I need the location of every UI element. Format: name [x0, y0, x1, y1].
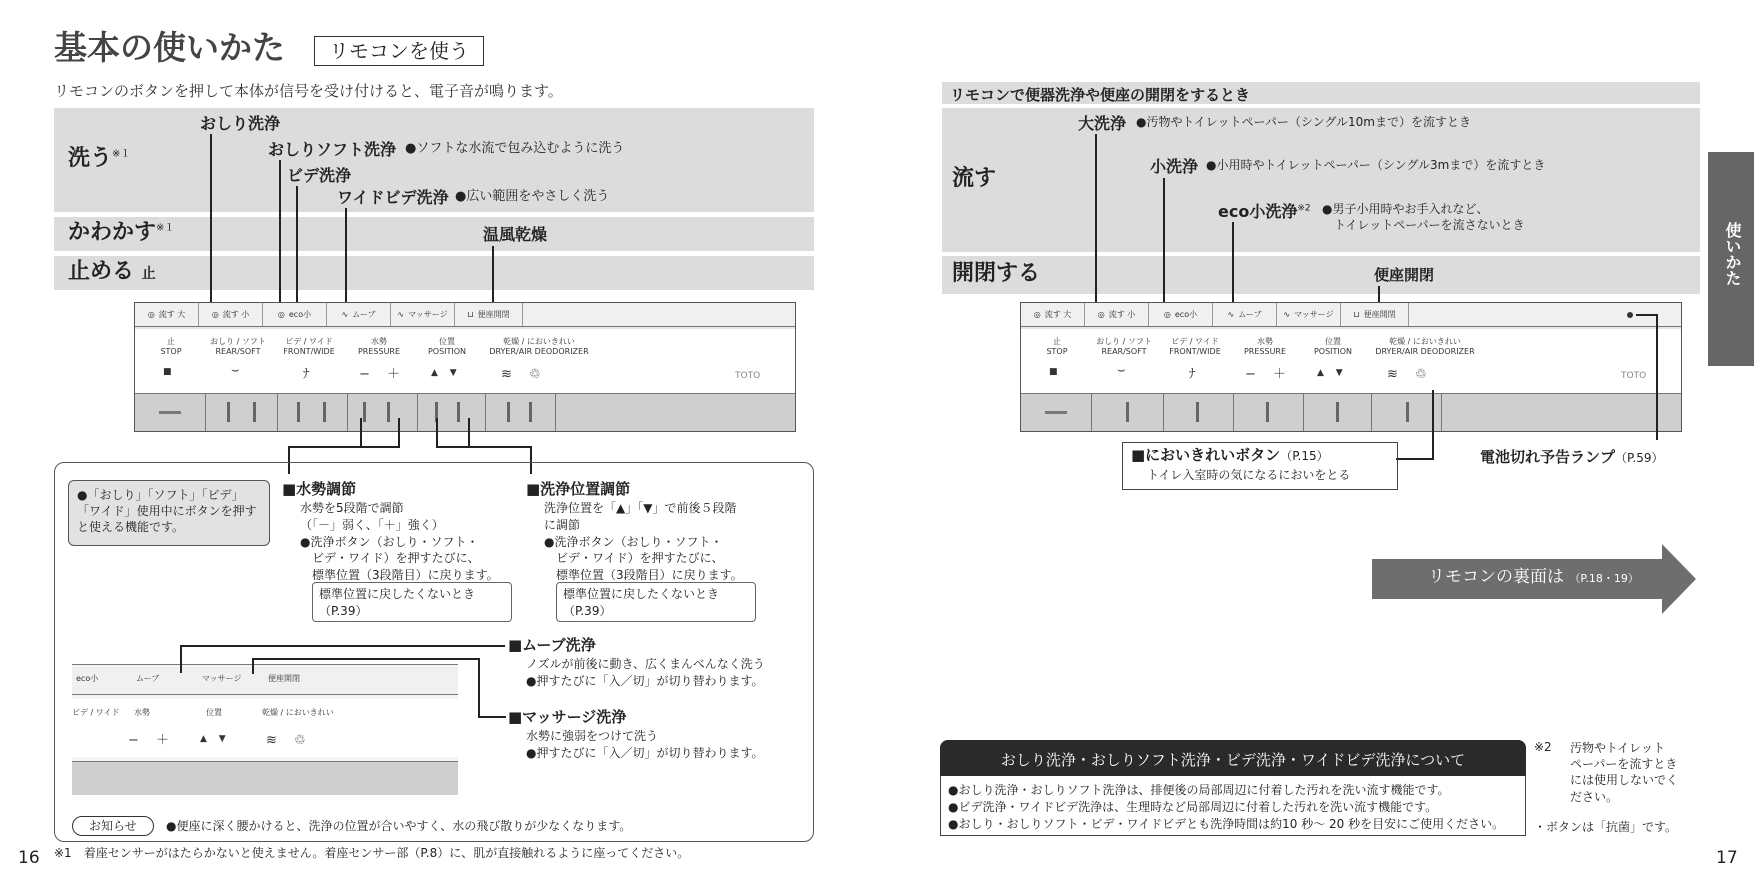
light-flush-icon: ◎: [211, 310, 219, 319]
callout-oshiri: おしり洗浄: [200, 114, 281, 133]
remote-excerpt: [72, 664, 458, 794]
flush-label: 流す: [952, 166, 997, 191]
seat-open-icon: ⊔: [467, 310, 474, 319]
footnote-left: ※1 着座センサーがはたらかないと使えません。着座センサー部（P.8）に、肌が直接触れるように座ってください。: [54, 846, 690, 860]
r-label-rear-soft: おしり / ソフト REAR/SOFT: [1096, 337, 1152, 356]
r-front-button[interactable]: [1196, 402, 1199, 422]
pressure-icon: − ＋: [359, 367, 401, 382]
page-number-left: 16: [18, 848, 40, 868]
page-number-right: 17: [1716, 848, 1738, 868]
stop-label: 止める 止: [68, 259, 156, 284]
small-flush: 小洗浄: [1150, 157, 1199, 176]
excerpt-seat: 便座開閉: [268, 674, 300, 683]
about-lines: ●おしり洗浄・おしりソフト洗浄は、排便後の局部周辺に付着した汚れを洗い流す機能です。 ●ビデ洗浄・ワイドビデ洗浄は、生理時など局部周辺に付着した汚れを洗い流す機能です。 ●おしり・おしりソフト・ビデ・ワイドビデとも洗浄時間は約10 秒～ 20 秒を目安にご使用ください。: [948, 783, 1505, 831]
deodorize-box: ■においきれいボタン（P.15） トイレ入室時の気になるにおいをとる: [1122, 442, 1398, 490]
position-desc: 洗浄位置を「▲」「▼」で前後５段階 に調節 ●洗浄ボタン（おしり・ソフト・ ビデ・ワイド）を押すたびに、 標準位置（3段階目）に戻ります。: [544, 501, 743, 583]
pressure-plus-button[interactable]: [387, 402, 390, 422]
remote-buttons: [135, 393, 795, 431]
page-title: 基本の使いかた: [54, 28, 285, 67]
r-brand-logo: TOTO: [1621, 371, 1647, 381]
flush-button[interactable]: ◎ 流す 大: [135, 303, 199, 326]
rear-button[interactable]: [227, 402, 230, 422]
remote-right-labels: [1021, 329, 1681, 395]
excerpt-label-pressure: 水勢: [134, 708, 150, 717]
massage-desc: 水勢に強弱をつけて洗う ●押すたびに「入／切」が切り替わります。: [526, 729, 764, 760]
small-flush-desc: ●小用時やトイレットペーパー（シングル3mまで）を流すとき: [1206, 158, 1546, 172]
r-seat-open-button[interactable]: ⊔ 便座開閉: [1341, 303, 1409, 326]
oscillate-icon: ∿: [341, 310, 349, 319]
soft-button[interactable]: [253, 402, 256, 422]
r-oscillate-button[interactable]: ∿ ムーブ: [1213, 303, 1277, 326]
callout-wide-desc: ●広い範囲をやさしく洗う: [455, 189, 610, 204]
callout-dry: 温風乾燥: [483, 225, 548, 244]
excerpt-label-dryer: 乾燥 / においきれい: [262, 708, 334, 717]
r-rear-soft-icon: ⌣: [1117, 363, 1126, 378]
r-rear-button[interactable]: [1126, 402, 1129, 422]
intro-text: リモコンのボタンを押して本体が信号を受け付けると、電子音が鳴ります。: [54, 82, 563, 100]
move-title: ■ムーブ洗浄: [508, 636, 596, 654]
r-stop-button[interactable]: [1045, 411, 1067, 414]
r-oscillate-icon: ∿: [1227, 310, 1235, 319]
open-label: 開閉する: [952, 261, 1041, 286]
info-badge: お知らせ: [72, 816, 154, 836]
position-down-button[interactable]: [457, 402, 460, 422]
pressure-ref[interactable]: 標準位置に戻したくないとき（P.39）: [312, 582, 512, 622]
stop-icon: ■: [163, 367, 172, 377]
r-pulsate-button[interactable]: ∿ マッサージ: [1277, 303, 1341, 326]
light-flush-button[interactable]: ◎ 流す 小: [199, 303, 263, 326]
excerpt-eco: eco小: [76, 674, 99, 683]
eco-flush-desc: ●男子小用時やお手入れなど、 トイレットペーパーを流さないとき: [1322, 202, 1525, 232]
rear-soft-icon: ⌣: [231, 363, 240, 378]
label-dryer: 乾燥 / においきれい DRYER/AIR DEODORIZER: [489, 337, 589, 356]
remote-top-row: [135, 303, 795, 327]
battery-lamp-icon: [1627, 312, 1633, 318]
label-stop: 止 STOP: [160, 337, 182, 356]
label-position: 位置 POSITION: [427, 337, 467, 356]
wide-button[interactable]: [323, 402, 326, 422]
note3-text: ・ボタンは「抗菌」です。: [1534, 820, 1678, 834]
excerpt-dryer-sym: ≋ ♲: [266, 733, 306, 748]
dryer-icon: ≋ ♲: [501, 367, 541, 382]
remote-left: [134, 302, 796, 432]
deodorizer-button[interactable]: [529, 402, 532, 422]
r-eco-flush-icon: ◎: [1163, 310, 1171, 319]
r-stop-icon: ■: [1049, 367, 1058, 377]
info-text: ●便座に深く腰かけると、洗浄の位置が合いやすく、水の飛び散りが少なくなります。: [166, 819, 632, 833]
big-flush-desc: ●汚物やトイレットペーパー（シングル10mまで）を流すとき: [1136, 115, 1471, 129]
label-pressure: 水勢 PRESSURE: [357, 337, 401, 356]
excerpt-position-sym: ▲ ▼: [200, 734, 226, 744]
battery-label: 電池切れ予告ランプ（P.59）: [1480, 448, 1664, 466]
wash-label: 洗う$^{※1}$: [68, 146, 131, 171]
stop-button[interactable]: [159, 411, 181, 414]
move-desc: ノズルが前後に動き、広くまんべんなく洗う ●押すたびに「入／切」が切り替わります。: [526, 657, 765, 688]
flush-band: [942, 108, 1700, 252]
dryer-button[interactable]: [507, 402, 510, 422]
dry-label: かわかす$^{※1}$: [68, 220, 175, 245]
big-flush: 大洗浄: [1078, 114, 1127, 133]
r-label-stop: 止 STOP: [1046, 337, 1068, 356]
seat-open-button[interactable]: ⊔ 便座開閉: [455, 303, 523, 326]
pressure-desc: 水勢を5段階で調節 （「－」弱く、「＋」強く） ●洗浄ボタン（おしり・ソフト・ ビデ・ワイド）を押すたびに、 標準位置（3段階目）に戻ります。: [300, 501, 499, 583]
r-dryer-icon: ≋ ♲: [1387, 367, 1427, 382]
position-ref[interactable]: 標準位置に戻したくないとき（P.39）: [556, 582, 756, 622]
massage-title: ■マッサージ洗浄: [508, 708, 627, 726]
callout-bide: ビデ洗浄: [287, 166, 352, 185]
r-position-button[interactable]: [1336, 402, 1339, 422]
pressure-minus-button[interactable]: [363, 402, 366, 422]
callout-soft: おしりソフト洗浄: [268, 140, 397, 159]
position-icon: ▲ ▼: [431, 368, 457, 378]
r-light-flush-button[interactable]: ◎ 流す 小: [1085, 303, 1149, 326]
r-deodorizer-button[interactable]: [1406, 402, 1409, 422]
pressure-title: ■水勢調節: [282, 480, 357, 498]
seat-callout: 便座開閉: [1374, 266, 1435, 284]
excerpt-label-position: 位置: [206, 708, 222, 717]
oscillate-button[interactable]: ∿ ムーブ: [327, 303, 391, 326]
note2-text: 汚物やトイレット ペーパーを流すとき には使用しないでく ださい。: [1570, 741, 1679, 804]
r-flush-button[interactable]: ◎ 流す 大: [1021, 303, 1085, 326]
r-seat-open-icon: ⊔: [1353, 310, 1360, 319]
r-position-icon: ▲ ▼: [1317, 368, 1343, 378]
pulsate-button[interactable]: ∿ マッサージ: [391, 303, 455, 326]
eco-flush: eco小洗浄$^{※2}$: [1218, 202, 1311, 221]
excerpt-oscillate: ムーブ: [136, 674, 160, 683]
r-front-wide-icon: ﾅ: [1189, 367, 1196, 382]
position-title: ■洗浄位置調節: [526, 480, 631, 498]
r-pressure-icon: − ＋: [1245, 367, 1287, 382]
r-pressure-button[interactable]: [1266, 402, 1269, 422]
r-label-dryer: 乾燥 / においきれい DRYER/AIR DEODORIZER: [1375, 337, 1475, 356]
label-rear-soft: おしり / ソフト REAR/SOFT: [210, 337, 266, 356]
flush-icon: ◎: [147, 310, 155, 319]
front-button[interactable]: [297, 402, 300, 422]
r-label-front-wide: ビデ / ワイド FRONT/WIDE: [1169, 337, 1221, 356]
remote-labels: [135, 329, 795, 395]
label-front-wide: ビデ / ワイド FRONT/WIDE: [283, 337, 335, 356]
excerpt-label-wide: ビデ / ワイド: [72, 708, 120, 717]
pulsate-icon: ∿: [397, 310, 405, 319]
back-arrow[interactable]: リモコンの裏面は （P.18・19）: [1372, 544, 1696, 614]
r-flush-icon: ◎: [1033, 310, 1041, 319]
excerpt-pulsate: マッサージ: [202, 674, 242, 683]
eco-flush-icon: ◎: [277, 310, 285, 319]
eco-flush-button[interactable]: ◎ eco小: [263, 303, 327, 326]
side-tab-label: 使いかた: [1723, 222, 1742, 286]
right-header: リモコンで便器洗浄や便座の開閉をするとき: [942, 82, 1700, 104]
note2-mark: ※2: [1534, 740, 1552, 754]
r-pulsate-icon: ∿: [1283, 310, 1291, 319]
stop-band: [54, 256, 814, 290]
remote-right-top-row: [1021, 303, 1681, 327]
r-eco-flush-button[interactable]: ◎ eco小: [1149, 303, 1213, 326]
callout-wide: ワイドビデ洗浄: [337, 188, 449, 207]
remote-right: [1020, 302, 1682, 432]
r-label-pressure: 水勢 PRESSURE: [1243, 337, 1287, 356]
panel-note: ●「おしり」「ソフト」「ビデ」「ワイド」使用中にボタンを押すと使える機能です。: [68, 480, 270, 546]
excerpt-pressure-sym: − ＋: [128, 733, 170, 748]
title-box: リモコンを使う: [314, 36, 484, 66]
open-band: [942, 256, 1700, 294]
front-wide-icon: ﾅ: [303, 367, 310, 382]
callout-soft-desc: ●ソフトな水流で包み込むように洗う: [405, 141, 625, 156]
r-label-position: 位置 POSITION: [1313, 337, 1353, 356]
about-title: おしり洗浄・おしりソフト洗浄・ビデ洗浄・ワイドビデ洗浄について: [940, 740, 1526, 776]
r-light-flush-icon: ◎: [1097, 310, 1105, 319]
remote-right-buttons: [1021, 393, 1681, 431]
brand-logo: TOTO: [735, 371, 761, 381]
